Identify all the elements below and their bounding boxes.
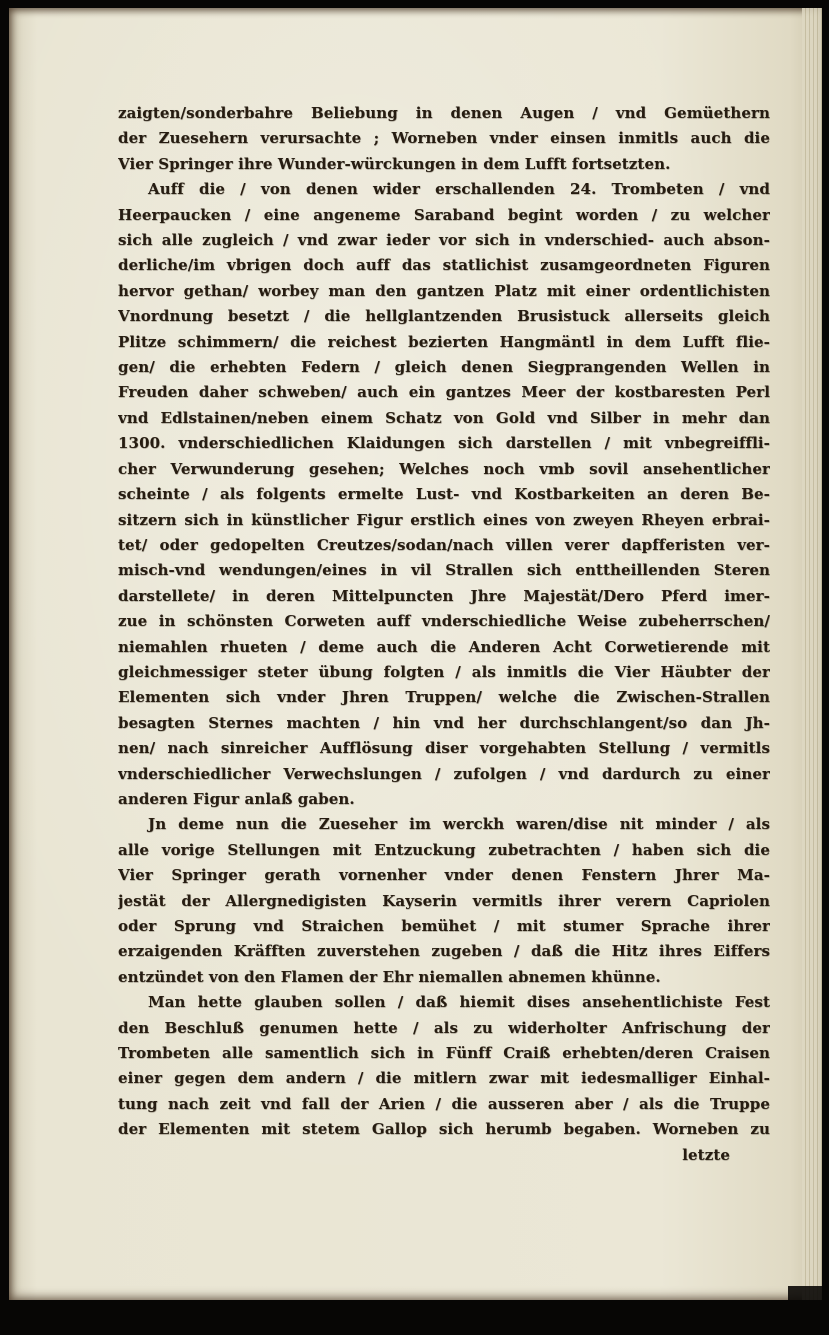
page-fore-edge (802, 8, 822, 1300)
text-line: 1300. vnderschiedlichen Klaidungen sich darstellen / mit vnbegreiffli- (118, 434, 770, 453)
paragraph (118, 177, 770, 812)
text-line: Auff die / von denen wider erschallenden 24. Trombeten / vnd (148, 180, 770, 199)
text-line: Freuden daher schweben/ auch ein gantzes Meer der kostbaresten Perl (118, 383, 770, 402)
text-line: erzaigenden Kräfften zuverstehen zugeben / daß die Hitz ihres Eiffers (118, 942, 770, 961)
text-line: Elementen sich vnder Jhren Truppen/ welche die Zwischen-Strallen (118, 688, 770, 707)
text-line: einer gegen dem andern / die mitlern zwar mit iedesmalliger Einhal- (118, 1069, 770, 1088)
text-line: cher Verwunderung gesehen; Welches noch vmb sovil ansehentlicher (118, 459, 770, 478)
text-line: gen/ die erhebten Federn / gleich denen Siegprangenden Wellen in (118, 358, 770, 377)
text-line: hervor gethan/ worbey man den gantzen Platz mit einer ordentlichisten (118, 281, 770, 300)
text-line: niemahlen rhueten / deme auch die Anderen Acht Corwetierende mit (118, 637, 770, 656)
bottom-right-shadow (788, 1286, 822, 1300)
text-line: tet/ oder gedopelten Creutzes/sodan/nach villen verer dapfferisten ver- (118, 535, 770, 554)
book-page (9, 8, 822, 1300)
text-line: Plitze schimmern/ die reichest bezierten Hangmäntl in dem Lufft flie- (118, 332, 770, 351)
text-line: derliche/im vbrigen doch auff das statlichist zusamgeordneten Figuren (118, 256, 770, 275)
text-line: scheinte / als folgents ermelte Lust- vnd Kostbarkeiten an deren Be- (118, 485, 770, 504)
text-line: zue in schönsten Corweten auff vnderschiedliche Weise zubeherrschen/ (118, 612, 770, 631)
text-line: jestät der Allergnedigisten Kayserin vermitls ihrer verern Capriolen (118, 891, 770, 910)
text-line: Trombeten alle samentlich sich in Fünff Craiß erhebten/deren Craisen (118, 1044, 770, 1063)
text-line: Vier Springer gerath vornenher vnder denen Fenstern Jhrer Ma- (118, 866, 770, 885)
text-line: nen/ nach sinreicher Aufflösung diser vorgehabten Stellung / vermitls (118, 739, 770, 758)
catchword: letzte (682, 1145, 730, 1164)
paragraph (118, 101, 770, 177)
text-line: gleichmessiger steter übung folgten / als inmitls die Vier Häubter der (118, 662, 770, 681)
text-line: vnderschiedlicher Verwechslungen / zufolgen / vnd dardurch zu einer (118, 764, 770, 783)
text-line: anderen Figur anlaß gaben. (118, 789, 355, 808)
text-line: darstellete/ in deren Mittelpuncten Jhre Majestät/Dero Pferd imer- (118, 586, 770, 605)
text-line: der Zuesehern verursachte ; Worneben vnder einsen inmitls auch die (118, 129, 770, 148)
text-line: zaigten/sonderbahre Beliebung in denen Augen / vnd Gemüethern (118, 104, 770, 122)
paragraph (118, 990, 770, 1142)
text-line: tung nach zeit vnd fall der Arien / die ausseren aber / als die Truppe (118, 1094, 770, 1113)
text-line: Jn deme nun die Zueseher im werckh waren/dise nit minder / als (148, 815, 770, 834)
text-line: Vier Springer ihre Wunder-würckungen in dem Lufft fortsetzten. (118, 154, 671, 173)
text-line: sich alle zugleich / vnd zwar ieder vor sich in vnderschied- auch abson- (118, 231, 770, 250)
text-line: oder Sprung vnd Straichen bemühet / mit stumer Sprache ihrer (118, 917, 770, 935)
text-line: Vnordnung besetzt / die hellglantzenden Brusistuck allerseits gleich (118, 307, 770, 326)
text-line: vnd Edlstainen/neben einem Schatz von Gold vnd Silber in mehr dan (118, 408, 770, 427)
text-line: den Beschluß genumen hette / als zu widerholter Anfrischung der (118, 1018, 770, 1037)
text-block (118, 101, 770, 1168)
paragraph (118, 812, 770, 990)
text-line: der Elementen mit stetem Gallop sich herumb begaben. Worneben zu (118, 1120, 770, 1139)
text-line: alle vorige Stellungen mit Entzuckung zubetrachten / haben sich die (118, 840, 770, 859)
text-line: Heerpaucken / eine angeneme Saraband begint worden / zu welcher (118, 205, 770, 224)
text-line: sitzern sich in künstlicher Figur erstlich eines von zweyen Rheyen erbrai- (118, 510, 770, 529)
text-line: entzündet von den Flamen der Ehr niemallen abnemen khünne. (118, 967, 661, 986)
text-line: Man hette glauben sollen / daß hiemit dises ansehentlichiste Fest (148, 993, 770, 1012)
text-line: misch-vnd wendungen/eines in vil Strallen sich enttheillenden Steren (118, 561, 770, 580)
text-line: besagten Sternes machten / hin vnd her durchschlangent/so dan Jh- (118, 713, 770, 732)
